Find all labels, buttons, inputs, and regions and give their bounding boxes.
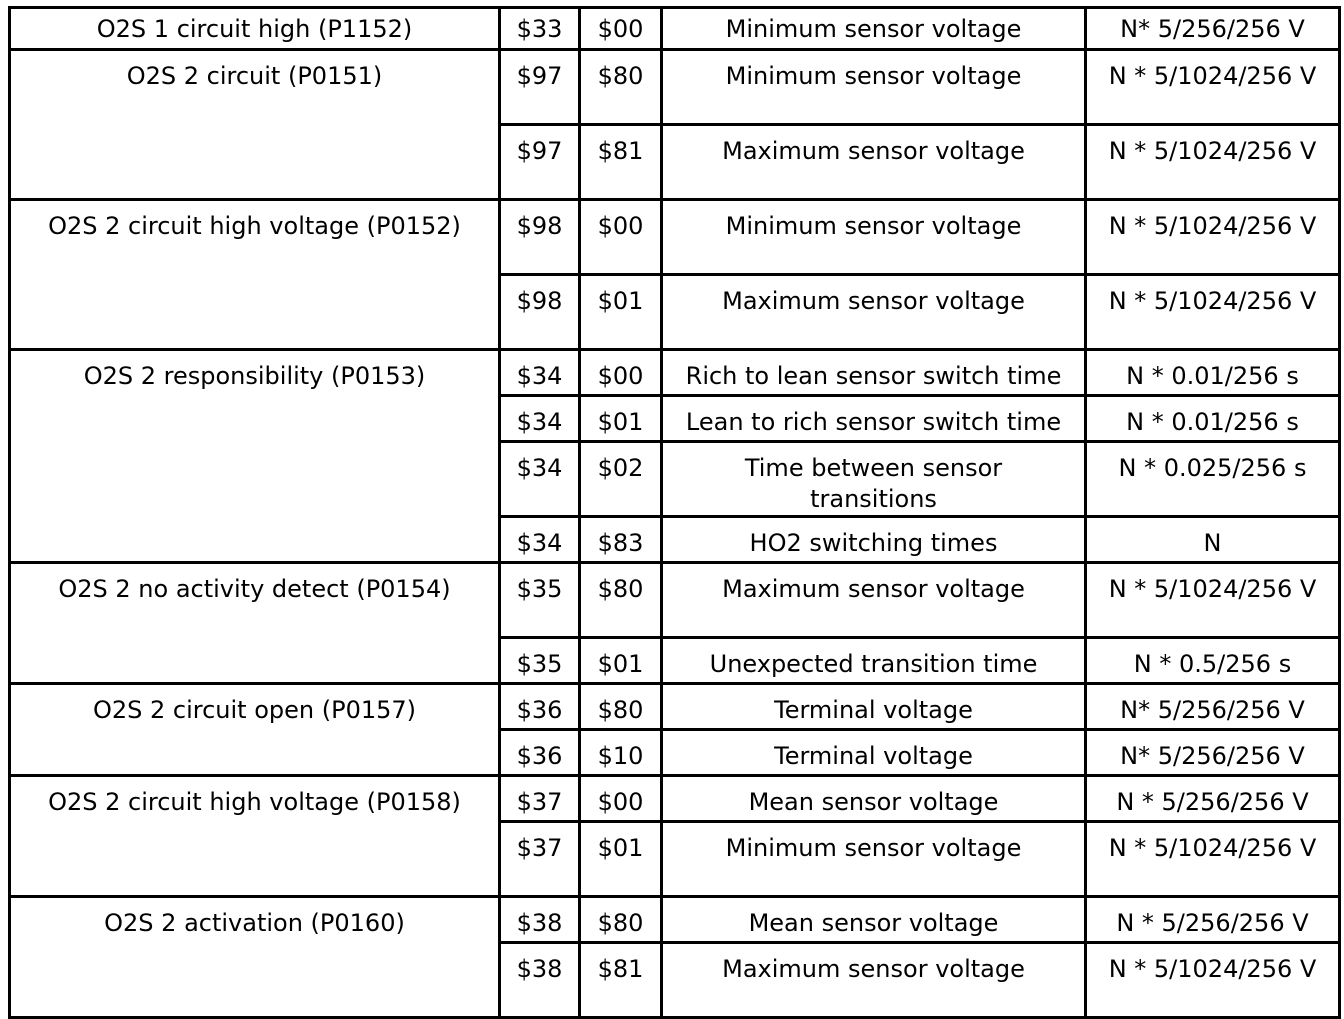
scaling-unit: N [1086, 517, 1340, 563]
component-id: $80 [580, 50, 662, 125]
parameter-name: Minimum sensor voltage [662, 822, 1086, 897]
scaling-unit: N * 0.5/256 s [1086, 638, 1340, 684]
scaling-unit: N* 5/256/256 V [1086, 684, 1340, 730]
component-id: $00 [580, 200, 662, 275]
scaling-unit: N * 5/1024/256 V [1086, 943, 1340, 1018]
parameter-name: Mean sensor voltage [662, 776, 1086, 822]
test-id: $38 [500, 897, 580, 943]
test-description: O2S 2 no activity detect (P0154) [10, 563, 500, 684]
test-description: O2S 2 circuit high voltage (P0152) [10, 200, 500, 350]
component-id: $81 [580, 125, 662, 200]
test-id: $97 [500, 125, 580, 200]
parameter-name: Maximum sensor voltage [662, 943, 1086, 1018]
test-id: $98 [500, 200, 580, 275]
table-row [10, 8, 1340, 50]
parameter-name: Terminal voltage [662, 730, 1086, 776]
test-id: $38 [500, 943, 580, 1018]
component-id: $10 [580, 730, 662, 776]
test-description: O2S 2 circuit (P0151) [10, 50, 500, 200]
test-id: $34 [500, 396, 580, 442]
test-id: $37 [500, 776, 580, 822]
test-description: O2S 2 circuit high voltage (P0158) [10, 776, 500, 897]
test-id: $35 [500, 563, 580, 638]
test-id: $37 [500, 822, 580, 897]
scaling-unit: N* 5/256/256 V [1086, 8, 1340, 50]
parameter-name: Minimum sensor voltage [662, 8, 1086, 50]
scaling-unit: N * 5/1024/256 V [1086, 50, 1340, 125]
component-id: $02 [580, 442, 662, 517]
parameter-name: Rich to lean sensor switch time [662, 350, 1086, 396]
scaling-unit: N * 5/256/256 V [1086, 776, 1340, 822]
scaling-unit: N * 0.01/256 s [1086, 350, 1340, 396]
parameter-name: Minimum sensor voltage [662, 50, 1086, 125]
table-row [10, 563, 1340, 638]
component-id: $00 [580, 350, 662, 396]
component-id: $00 [580, 8, 662, 50]
test-description: O2S 2 responsibility (P0153) [10, 350, 500, 563]
scaling-unit: N * 5/1024/256 V [1086, 125, 1340, 200]
component-id: $80 [580, 563, 662, 638]
obd-test-table [8, 6, 1341, 1019]
component-id: $80 [580, 684, 662, 730]
component-id: $80 [580, 897, 662, 943]
parameter-name: Maximum sensor voltage [662, 563, 1086, 638]
table-row [10, 684, 1340, 730]
parameter-name: Maximum sensor voltage [662, 125, 1086, 200]
table-row [10, 350, 1340, 396]
component-id: $01 [580, 275, 662, 350]
scaling-unit: N * 0.025/256 s [1086, 442, 1340, 517]
scaling-unit: N * 0.01/256 s [1086, 396, 1340, 442]
test-description: O2S 2 activation (P0160) [10, 897, 500, 1018]
test-description: O2S 2 circuit open (P0157) [10, 684, 500, 776]
test-id: $33 [500, 8, 580, 50]
parameter-name: Unexpected transition time [662, 638, 1086, 684]
parameter-name: Lean to rich sensor switch time [662, 396, 1086, 442]
component-id: $01 [580, 396, 662, 442]
table-row [10, 897, 1340, 943]
test-id: $36 [500, 684, 580, 730]
test-id: $98 [500, 275, 580, 350]
parameter-name: HO2 switching times [662, 517, 1086, 563]
test-description: O2S 1 circuit high (P1152) [10, 8, 500, 50]
parameter-name: Minimum sensor voltage [662, 200, 1086, 275]
table-row [10, 200, 1340, 275]
scaling-unit: N* 5/256/256 V [1086, 730, 1340, 776]
scaling-unit: N * 5/1024/256 V [1086, 822, 1340, 897]
test-id: $35 [500, 638, 580, 684]
component-id: $01 [580, 638, 662, 684]
scaling-unit: N * 5/256/256 V [1086, 897, 1340, 943]
table-row [10, 776, 1340, 822]
table-row [10, 50, 1340, 125]
component-id: $01 [580, 822, 662, 897]
parameter-name: Terminal voltage [662, 684, 1086, 730]
component-id: $83 [580, 517, 662, 563]
parameter-name: Time between sensor transitions [662, 442, 1086, 517]
component-id: $81 [580, 943, 662, 1018]
scaling-unit: N * 5/1024/256 V [1086, 200, 1340, 275]
test-id: $97 [500, 50, 580, 125]
test-id: $36 [500, 730, 580, 776]
parameter-name: Mean sensor voltage [662, 897, 1086, 943]
component-id: $00 [580, 776, 662, 822]
test-id: $34 [500, 350, 580, 396]
parameter-name: Maximum sensor voltage [662, 275, 1086, 350]
test-id: $34 [500, 442, 580, 517]
scaling-unit: N * 5/1024/256 V [1086, 275, 1340, 350]
scaling-unit: N * 5/1024/256 V [1086, 563, 1340, 638]
test-id: $34 [500, 517, 580, 563]
